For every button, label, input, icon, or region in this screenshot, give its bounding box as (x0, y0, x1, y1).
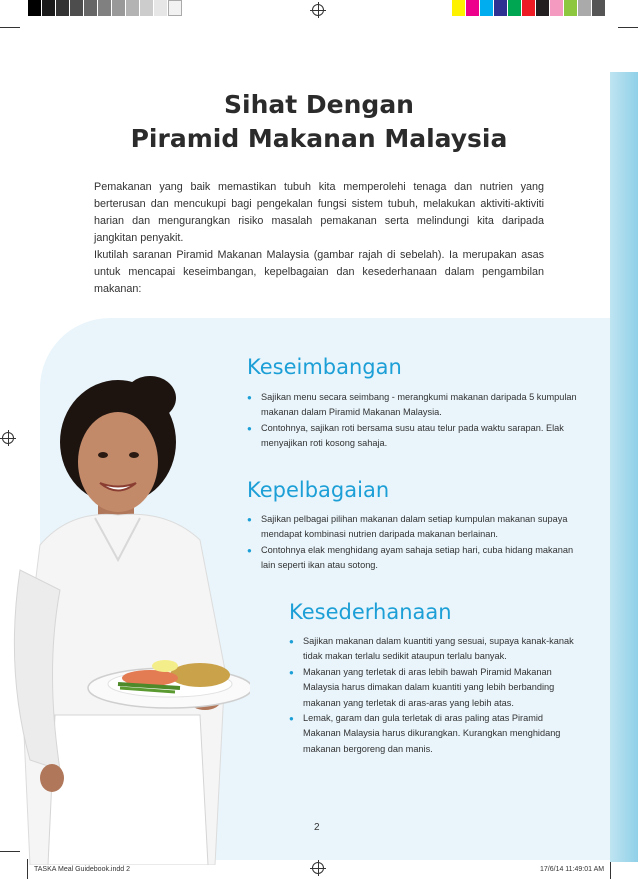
grayscale-color-bar (28, 0, 182, 16)
crop-mark (0, 27, 20, 28)
cmyk-color-bar (452, 0, 606, 16)
list-item: ● Sajikan makanan dalam kuantiti yang sesuai, supaya kanak-kanak tidak makan terlalu sedikit ataupun terlalu banyak. (289, 634, 579, 665)
title-line-2: Piramid Makanan Malaysia (130, 124, 508, 153)
page-number: 2 (314, 822, 320, 833)
footer-filename: TASKA Meal Guidebook.indd 2 (34, 866, 130, 873)
section-list-kesederhanaan (289, 634, 579, 757)
list-item: ● Contohnya, sajikan roti bersama susu atau telur pada waktu sarapan. Elak menyajikan roti kosong sahaja. (247, 421, 577, 452)
list-item: ● Contohnya elak menghidang ayam sahaja setiap hari, cuba hidang makanan lain seperti ikan atau sotong. (247, 543, 577, 574)
list-item: ● Makanan yang terletak di aras lebih bawah Piramid Makanan Malaysia harus dimakan dalam kuantiti yang lebih berbanding makanan yang terletak di aras-aras yang lebih atas. (289, 665, 579, 711)
waitress-illustration (0, 370, 250, 865)
registration-mark-top-icon (312, 4, 324, 16)
section-title-keseimbangan: Keseimbangan (247, 355, 402, 379)
page-title (0, 88, 638, 156)
list-item: ● Sajikan menu secara seimbang - merangkumi makanan daripada 5 kumpulan makanan dalam Piramid Makanan Malaysia. (247, 390, 577, 421)
crop-mark (618, 27, 638, 28)
crop-mark (610, 859, 611, 879)
section-title-kesederhanaan: Kesederhanaan (289, 600, 452, 624)
intro-paragraph-2: Ikutilah saranan Piramid Makanan Malaysia (gambar rajah di sebelah). Ia merupakan asas untuk mencapai keseimbangan, kepelbagaian dan kesederhanaan dalam pengambilan makanan: (94, 249, 544, 295)
list-item: ● Lemak, garam dan gula terletak di aras paling atas Piramid Makanan Malaysia harus dikurangkan. Kurangkan menghidang makanan bergoreng dan manis. (289, 711, 579, 757)
registration-mark-bottom-icon (312, 862, 324, 874)
section-title-kepelbagaian: Kepelbagaian (247, 478, 390, 502)
intro-paragraph-1: Pemakanan yang baik memastikan tubuh kita memperolehi tenaga dan nutrien yang berterusan dan mencukupi bagi pengekalan fungsi sistem tubuh, melakukan aktiviti-aktiviti harian dan mengurangkan risiko masalah pemakanan serta melindungi kita daripada jangkitan penyakit. (94, 181, 544, 244)
title-line-1: Sihat Dengan (224, 90, 414, 119)
section-list-keseimbangan (247, 390, 577, 452)
section-list-kepelbagaian (247, 512, 577, 574)
footer-timestamp: 17/6/14 11:49:01 AM (540, 866, 605, 873)
list-item: ● Sajikan pelbagai pilihan makanan dalam setiap kumpulan makanan supaya mendapat kombinasi nutrien daripada makanan berlainan. (247, 512, 577, 543)
side-ribbon (610, 72, 638, 862)
